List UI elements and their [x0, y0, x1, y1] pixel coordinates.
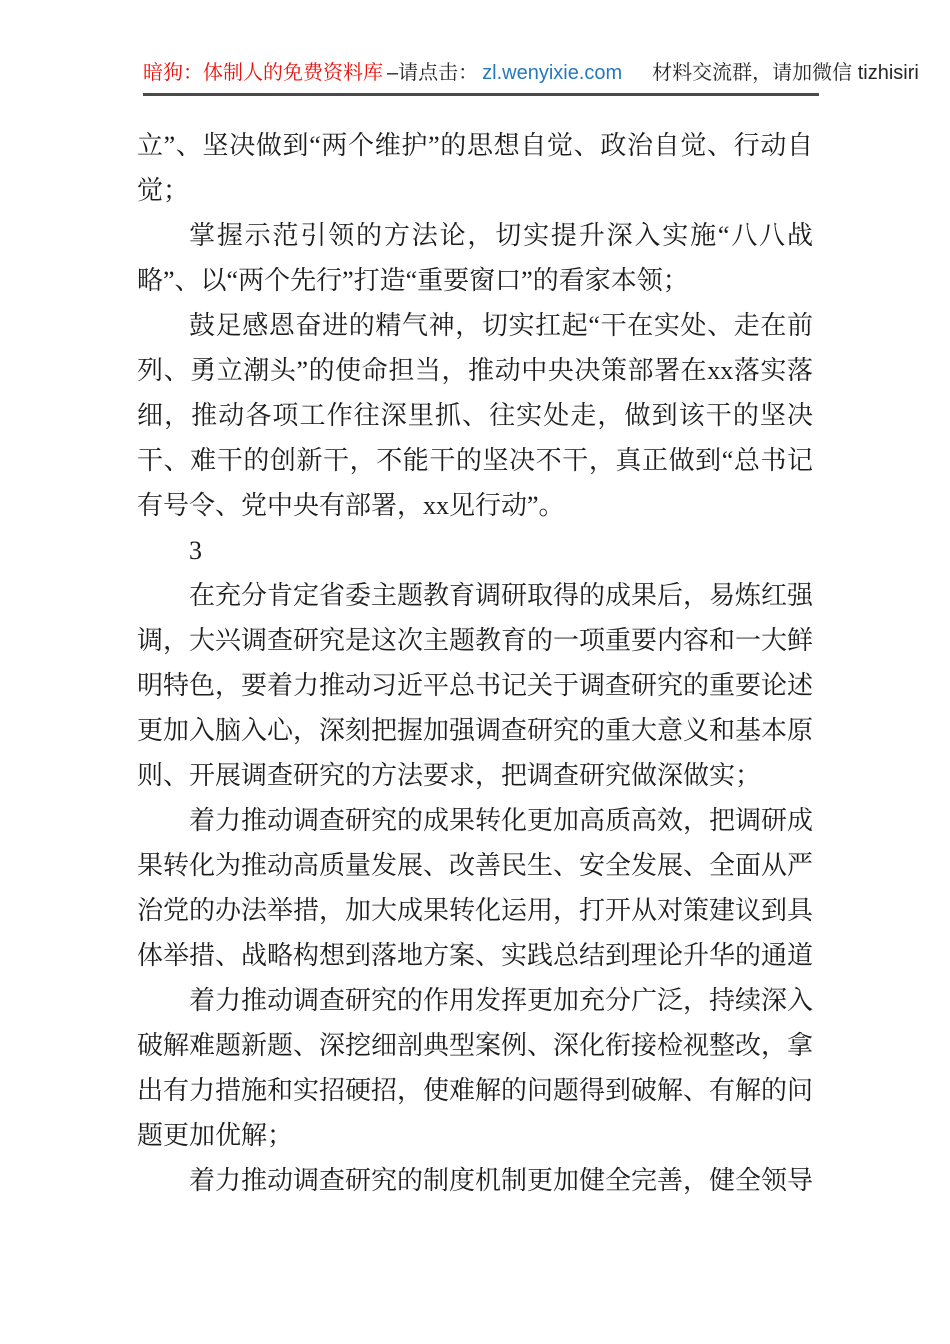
group-note: 材料交流群，请加微信 tizhisiri [652, 62, 919, 84]
paragraph: 着力推动调查研究的作用发挥更加充分广泛，持续深入破解难题新题、深挖细剖典型案例、深化衔接检视整改，拿出有力措施和实招硬招，使难解的问题得到破解、有解的问题更加优解； [137, 986, 814, 1150]
brand-name: 暗狗：体制人的免费资料库 [143, 62, 383, 84]
paragraph: 着力推动调查研究的成果转化更加高质高效，把调研成果转化为推动高质量发展、改善民生、安全发展、全面从严治党的办法举措，加大成果转化运用，打开从对策建议到具体举措、战略构想到落地方案、实践总结到理论升华的通道 [137, 806, 814, 970]
promo-link[interactable]: zl.wenyixie.com [482, 62, 623, 84]
click-prompt: –请点击： [387, 62, 479, 84]
paragraph: 立”、坚决做到“两个维护”的思想自觉、政治自觉、行动自觉； [137, 131, 813, 205]
paragraph: 掌握示范引领的方法论，切实提升深入实施“八八战略”、以“两个先行”打造“重要窗口”的看家本领； [137, 221, 813, 295]
promo-header [143, 60, 919, 96]
paragraph: 在充分肯定省委主题教育调研取得的成果后，易炼红强调，大兴调查研究是这次主题教育的一项重要内容和一大鲜明特色，要着力推动习近平总书记关于调查研究的重要论述更加入脑入心，深刻把握加强调查研究的重大意义和基本原则、开展调查研究的方法要求，把调查研究做深做实； [137, 581, 814, 790]
paragraph: 着力推动调查研究的制度机制更加健全完善，健全领导 [189, 1166, 814, 1195]
document-body [137, 123, 813, 1203]
section-number: 3 [189, 536, 202, 565]
paragraph: 鼓足感恩奋进的精气神，切实扛起“干在实处、走在前列、勇立潮头”的使命担当，推动中央决策部署在xx落实落细，推动各项工作往深里抓、往实处走，做到该干的坚决干、难干的创新干，不能干的坚决不干，真正做到“总书记有号令、党中央有部署，xx见行动”。 [137, 311, 813, 520]
